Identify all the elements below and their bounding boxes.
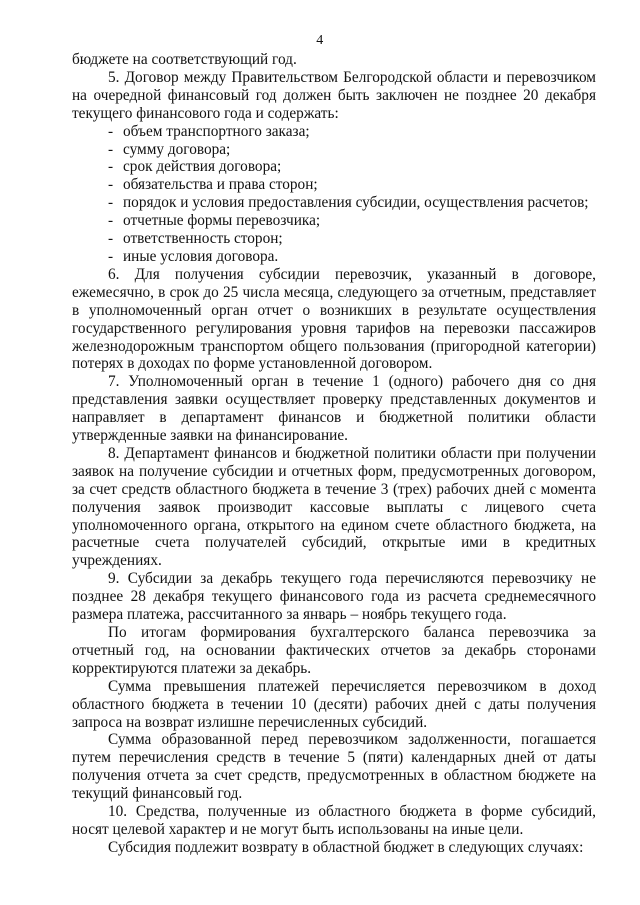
list-item-text: обязательства и права сторон; — [123, 176, 318, 194]
bullet-dash: - — [108, 247, 114, 265]
list-item — [72, 194, 596, 212]
list-item-text: ответственность сторон; — [123, 230, 283, 248]
paragraph-debt: Сумма образованной перед перевозчиком задолженности, погашается путем перечисления средств в течение 5 (пяти) календарных дней от даты получения отчета за счет средств, предусмотренных в областном бюджете на текущий финансовый год. — [72, 731, 596, 803]
list-item — [72, 141, 596, 159]
page-number: 4 — [316, 33, 324, 48]
bullet-dash: - — [108, 212, 114, 230]
bullet-dash: - — [108, 176, 114, 194]
bullet-dash: - — [108, 158, 114, 176]
list-item — [72, 176, 596, 194]
list-item-text: отчетные формы перевозчика; — [123, 212, 321, 230]
document-body — [72, 51, 596, 857]
list-item — [72, 123, 596, 141]
paragraph-overpayment: Сумма превышения платежей перечисляется перевозчиком в доход областного бюджета в течении 10 (десяти) рабочих дней с даты получения запроса на возврат излишне перечисленных субсидий. — [72, 677, 596, 731]
list-item — [72, 158, 596, 176]
list-item-text: объем транспортного заказа; — [123, 122, 310, 140]
bullet-dash: - — [108, 194, 114, 212]
list-item — [72, 212, 596, 230]
list-item-text: сумму договора; — [123, 140, 231, 158]
paragraph-continuation: бюджете на соответствующий год. — [72, 51, 297, 68]
list-item-text: иные условия договора. — [123, 247, 279, 265]
paragraph-item-5: 5. Договор между Правительством Белгородской области и перевозчиком на очередной финансовый год должен быть заключен не позднее 20 декабря текущего финансового года и содержать: — [72, 68, 596, 122]
list-item-text: срок действия договора; — [123, 158, 282, 176]
paragraph-balance-adjustment: По итогам формирования бухгалтерского баланса перевозчика за отчетный год, на основании фактических отчетов за декабрь сторонами корректируются платежи за декабрь. — [72, 624, 596, 677]
list-item — [72, 248, 596, 266]
paragraph-item-8: 8. Департамент финансов и бюджетной политики области при получении заявок на получение субсидии и отчетных форм, предусмотренных договором, за счет средств областного бюджета в течение 3 (трех) рабочих дней с момента получения заявок производит кассовые выплаты с лицевого счета уполномоченного органа, открытого на едином счете областного бюджета, на расчетные счета получателей субсидий, открытые ими в кредитных учреждениях. — [72, 444, 596, 570]
list-item-text: порядок и условия предоставления субсидии, осуществления расчетов; — [123, 194, 589, 212]
bullet-dash: - — [108, 122, 114, 140]
contract-contents-list — [72, 123, 596, 266]
bullet-dash: - — [108, 230, 114, 248]
paragraph-item-7: 7. Уполномоченный орган в течение 1 (одного) рабочего дня со дня представления заявки осуществляет проверку представленных документов и направляет в департамент финансов и бюджетной политики области утвержденные заявки на финансирование. — [72, 373, 596, 445]
paragraph-item-10: 10. Средства, полученные из областного бюджета в форме субсидий, носят целевой характер и не могут быть использованы на иные цели. — [72, 803, 596, 838]
bullet-dash: - — [108, 140, 114, 158]
paragraph-item-6: 6. Для получения субсидии перевозчик, указанный в договоре, ежемесячно, в срок до 25 числа месяца, следующего за отчетным, представляет в уполномоченный орган отчет о возникших в результате осуществления государственного регулирования уровня тарифов на перевозки пассажиров железнодорожным транспортом общего пользования (пригородной категории) потерях в доходах по форме установленной договором. — [72, 265, 596, 373]
paragraph-refund-cases: Субсидия подлежит возврату в областной бюджет в следующих случаях: — [108, 838, 584, 856]
paragraph-item-9: 9. Субсидии за декабрь текущего года перечисляются перевозчику не позднее 28 декабря текущего финансового года из расчета среднемесячного размера платежа, рассчитанного за январь – ноябрь текущего года. — [72, 570, 596, 624]
list-item — [72, 230, 596, 248]
